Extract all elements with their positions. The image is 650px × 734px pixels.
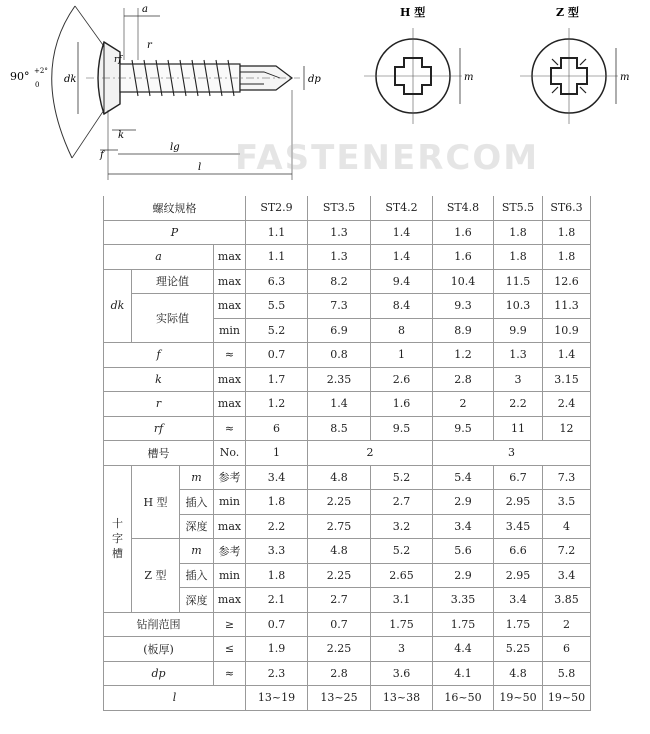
row-qualifier: ≈	[214, 661, 246, 686]
cell: 2.2	[246, 514, 308, 539]
col-header: ST3.5	[308, 196, 371, 220]
row-label: a	[104, 245, 214, 270]
cell: 9.5	[371, 416, 433, 441]
row-label: l	[104, 686, 246, 711]
cell: 19~50	[494, 686, 543, 711]
cell: 4.8	[308, 539, 371, 564]
cell: 1.8	[543, 245, 591, 270]
table-row-drill-max	[104, 637, 591, 662]
row-label: 钻削范围	[104, 612, 214, 637]
row-label: f	[104, 343, 214, 368]
cell: 1.3	[308, 220, 371, 245]
row-sublabel: 深度	[180, 514, 214, 539]
dim-l: l	[198, 162, 202, 173]
cell: 11	[494, 416, 543, 441]
row-qualifier: ≈	[214, 416, 246, 441]
cell: 2.3	[246, 661, 308, 686]
cell: 1.2	[246, 392, 308, 417]
dim-a: a	[142, 4, 148, 15]
cell: 8.5	[308, 416, 371, 441]
cell: 0.7	[246, 612, 308, 637]
table-row-a	[104, 245, 591, 270]
row-qualifier: ≤	[214, 637, 246, 662]
cell: 4.8	[494, 661, 543, 686]
cell: 3.6	[371, 661, 433, 686]
cell: 3.2	[371, 514, 433, 539]
cell: 2	[308, 441, 433, 466]
cell: 2.4	[543, 392, 591, 417]
cell: 6.3	[246, 269, 308, 294]
table-row-f	[104, 343, 591, 368]
cell: 5.25	[494, 637, 543, 662]
cell: 2.75	[308, 514, 371, 539]
cell: 12.6	[543, 269, 591, 294]
cell: 6	[543, 637, 591, 662]
angle-tol: +2°	[34, 67, 48, 75]
cell: 8.2	[308, 269, 371, 294]
header-label: 螺纹规格	[104, 196, 246, 220]
cell: 1.3	[308, 245, 371, 270]
table-row-drill-min	[104, 612, 591, 637]
row-label: (板厚)	[104, 637, 214, 662]
cell: 6	[246, 416, 308, 441]
row-qualifier: 参考	[214, 465, 246, 490]
col-header: ST6.3	[543, 196, 591, 220]
cell: 6.7	[494, 465, 543, 490]
cell: 4.8	[308, 465, 371, 490]
cell: 0.8	[308, 343, 371, 368]
cell: 1.75	[494, 612, 543, 637]
row-qualifier: max	[214, 294, 246, 319]
cell: 1.6	[371, 392, 433, 417]
z-dim-m: m	[620, 72, 630, 83]
cell: 2.8	[433, 367, 494, 392]
cell: 1.4	[371, 220, 433, 245]
row-sublabel: 实际值	[132, 294, 214, 343]
cell: 1.1	[246, 245, 308, 270]
cell: 2.2	[494, 392, 543, 417]
cell: 11.3	[543, 294, 591, 319]
cell: 9.9	[494, 318, 543, 343]
table-row-z-m	[104, 539, 591, 564]
table-row-k	[104, 367, 591, 392]
row-qualifier: max	[214, 269, 246, 294]
row-sublabel: m	[180, 539, 214, 564]
cell: 1.7	[246, 367, 308, 392]
cell: 1.8	[494, 245, 543, 270]
cell: 1	[371, 343, 433, 368]
cell: 2.7	[371, 490, 433, 515]
row-qualifier: max	[214, 245, 246, 270]
cell: 9.4	[371, 269, 433, 294]
cell: 19~50	[543, 686, 591, 711]
cell: 8.4	[371, 294, 433, 319]
row-qualifier: min	[214, 563, 246, 588]
spec-table	[103, 196, 591, 711]
h-dim-m: m	[464, 72, 474, 83]
row-sublabel: 深度	[180, 588, 214, 613]
dim-lg: lg	[170, 142, 180, 153]
cell: 3.4	[494, 588, 543, 613]
row-qualifier: max	[214, 367, 246, 392]
row-label: k	[104, 367, 214, 392]
cell: 2	[433, 392, 494, 417]
row-sublabel: 插入	[180, 563, 214, 588]
cell: 11.5	[494, 269, 543, 294]
cell: 3.5	[543, 490, 591, 515]
cell: 8.9	[433, 318, 494, 343]
row-sublabel: 插入	[180, 490, 214, 515]
cell: 2.25	[308, 490, 371, 515]
cell: 7.3	[543, 465, 591, 490]
table-row-h-m	[104, 465, 591, 490]
cell: 1.1	[246, 220, 308, 245]
cell: 9.3	[433, 294, 494, 319]
cell: 2.6	[371, 367, 433, 392]
table-row-slot	[104, 441, 591, 466]
cell: 1.2	[433, 343, 494, 368]
cell: 16~50	[433, 686, 494, 711]
row-qualifier: 参考	[214, 539, 246, 564]
cell: 5.5	[246, 294, 308, 319]
cell: 2.9	[433, 490, 494, 515]
cell: 1.8	[246, 563, 308, 588]
cell: 3.4	[543, 563, 591, 588]
cell: 1.8	[246, 490, 308, 515]
cell: 1.8	[494, 220, 543, 245]
table-row-dk-theory	[104, 269, 591, 294]
cell: 3.3	[246, 539, 308, 564]
table-row-p	[104, 220, 591, 245]
row-qualifier: max	[214, 514, 246, 539]
row-label: dk	[104, 269, 132, 343]
row-label: r	[104, 392, 214, 417]
cell: 6.6	[494, 539, 543, 564]
cell: 3.4	[433, 514, 494, 539]
cell: 1.75	[433, 612, 494, 637]
cell: 3.85	[543, 588, 591, 613]
cell: 0.7	[308, 612, 371, 637]
col-header: ST4.8	[433, 196, 494, 220]
cell: 2.95	[494, 490, 543, 515]
cell: 3.15	[543, 367, 591, 392]
cell: 2.8	[308, 661, 371, 686]
cell: 1.4	[543, 343, 591, 368]
cell: 4.4	[433, 637, 494, 662]
cell: 12	[543, 416, 591, 441]
cell: 1.3	[494, 343, 543, 368]
dim-dp: dp	[308, 74, 321, 85]
cell: 0.7	[246, 343, 308, 368]
cell: 5.6	[433, 539, 494, 564]
dim-rf: rf	[114, 55, 122, 65]
cell: 4.1	[433, 661, 494, 686]
cross-recess-label: 十字槽	[104, 465, 132, 612]
angle-tol-low: 0	[35, 81, 40, 89]
row-label: rf	[104, 416, 214, 441]
cell: 2.9	[433, 563, 494, 588]
cell: 2.25	[308, 563, 371, 588]
row-qualifier: min	[214, 490, 246, 515]
h-type-label: H 型	[400, 6, 426, 19]
row-sublabel: m	[180, 465, 214, 490]
row-qualifier: min	[214, 318, 246, 343]
z-type-label: Z 型	[556, 6, 579, 19]
watermark: FASTENERCOM	[235, 138, 540, 178]
cell: 10.9	[543, 318, 591, 343]
cell: 9.5	[433, 416, 494, 441]
cell: 7.3	[308, 294, 371, 319]
cell: 1.75	[371, 612, 433, 637]
table-row-dk-actual-max	[104, 294, 591, 319]
dim-dk: dk	[64, 74, 77, 85]
z-type-label: Z 型	[132, 539, 180, 613]
cell: 5.4	[433, 465, 494, 490]
h-type-label: H 型	[132, 465, 180, 539]
cell: 10.3	[494, 294, 543, 319]
cell: 13~38	[371, 686, 433, 711]
cell: 3.4	[246, 465, 308, 490]
cell: 3.35	[433, 588, 494, 613]
row-qualifier: No.	[214, 441, 246, 466]
cell: 5.8	[543, 661, 591, 686]
cell: 2.95	[494, 563, 543, 588]
row-qualifier: ≥	[214, 612, 246, 637]
table-row-header	[104, 196, 591, 220]
cell: 1.4	[371, 245, 433, 270]
dim-k: k	[118, 130, 125, 141]
cell: 5.2	[246, 318, 308, 343]
cell: 3.1	[371, 588, 433, 613]
col-header: ST4.2	[371, 196, 433, 220]
cell: 1.9	[246, 637, 308, 662]
cell: 13~19	[246, 686, 308, 711]
row-label: dp	[104, 661, 214, 686]
row-label: P	[104, 220, 246, 245]
cell: 6.9	[308, 318, 371, 343]
row-qualifier: max	[214, 392, 246, 417]
cell: 1.8	[543, 220, 591, 245]
table-row-r	[104, 392, 591, 417]
cell: 3	[371, 637, 433, 662]
angle-label: 90°	[10, 70, 30, 83]
row-qualifier: ≈	[214, 343, 246, 368]
cell: 2.35	[308, 367, 371, 392]
cell: 1.4	[308, 392, 371, 417]
col-header: ST5.5	[494, 196, 543, 220]
cell: 2.25	[308, 637, 371, 662]
cell: 3	[494, 367, 543, 392]
col-header: ST2.9	[246, 196, 308, 220]
cell: 2	[543, 612, 591, 637]
cell: 5.2	[371, 465, 433, 490]
cell: 5.2	[371, 539, 433, 564]
dim-r: r	[147, 40, 152, 51]
cell: 7.2	[543, 539, 591, 564]
cell: 1	[246, 441, 308, 466]
cell: 2.1	[246, 588, 308, 613]
cell: 2.7	[308, 588, 371, 613]
table-row-l	[104, 686, 591, 711]
cell: 4	[543, 514, 591, 539]
cell: 2.65	[371, 563, 433, 588]
cell: 10.4	[433, 269, 494, 294]
row-qualifier: max	[214, 588, 246, 613]
cell: 1.6	[433, 220, 494, 245]
dim-f: f	[100, 150, 104, 161]
cell: 13~25	[308, 686, 371, 711]
cell: 3	[433, 441, 591, 466]
cell: 8	[371, 318, 433, 343]
cell: 1.6	[433, 245, 494, 270]
table-row-rf	[104, 416, 591, 441]
row-label: 槽号	[104, 441, 214, 466]
row-sublabel: 理论值	[132, 269, 214, 294]
table-row-dp	[104, 661, 591, 686]
cell: 3.45	[494, 514, 543, 539]
